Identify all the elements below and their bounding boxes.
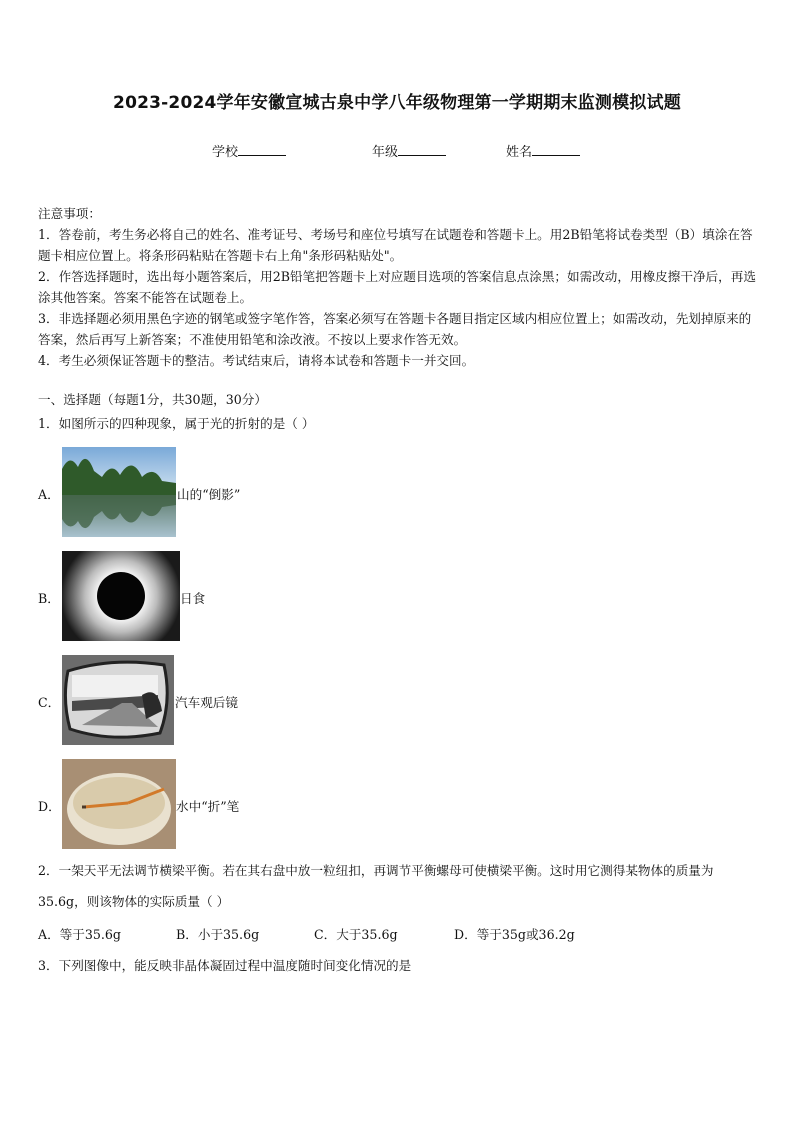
q2-option-d: D．等于35g或36.2g bbox=[454, 927, 575, 942]
note-item: 1．答卷前，考生务必将自己的姓名、准考证号、考场号和座位号填写在试题卷和答题卡上。用2B铅笔将试卷类型（B）填涂在答题卡相应位置上。将条形码粘贴在答题卡右上角"条形码粘贴处"。 bbox=[38, 227, 753, 263]
school-label: 学校 bbox=[212, 145, 239, 160]
grade-label: 年级 bbox=[372, 145, 399, 160]
option-d-label: D． bbox=[38, 799, 61, 814]
name-label: 姓名 bbox=[506, 145, 533, 160]
note-item: 2．作答选择题时，选出每小题答案后，用2B铅笔把答题卡上对应题目选项的答案信息点涂黑；如需改动，用橡皮擦干净后，再选涂其他答案。答案不能答在试题卷上。 bbox=[38, 269, 756, 305]
name-blank bbox=[532, 143, 580, 156]
page-title: 2023-2024学年安徽宣城古泉中学八年级物理第一学期期末监测模拟试题 bbox=[113, 93, 681, 113]
notes-section bbox=[38, 203, 760, 371]
q2-option-b: B．小于35.6g bbox=[176, 927, 260, 942]
mountain-reflection-photo-icon bbox=[62, 447, 176, 537]
grade-field bbox=[372, 141, 446, 160]
note-item: 3．非选择题必须用黑色字迹的钢笔或签字笔作答，答案必须写在答题卡各题目指定区域内相应位置上；如需改动，先划掉原来的答案，然后再写上新答案；不准使用铅笔和涂改液。不按以上要求作答无效。 bbox=[38, 311, 752, 347]
note-item: 4．考生必须保证答题卡的整洁。考试结束后，请将本试卷和答题卡一并交回。 bbox=[38, 353, 475, 368]
section-heading: 一、选择题（每题1分，共30题，30分） bbox=[38, 392, 267, 407]
car-mirror-photo-icon bbox=[62, 655, 174, 745]
option-d-text: 水中“折”笔 bbox=[176, 799, 240, 814]
question-3-stem: 3．下列图像中，能反映非晶体凝固过程中温度随时间变化情况的是 bbox=[38, 958, 412, 973]
question-1-stem: 1．如图所示的四种现象，属于光的折射的是（ ） bbox=[38, 416, 315, 431]
bent-pencil-photo-icon bbox=[62, 759, 176, 849]
option-b-label: B． bbox=[38, 591, 60, 606]
grade-blank bbox=[398, 143, 446, 156]
option-b-text: 日食 bbox=[180, 591, 206, 606]
solar-eclipse-photo-icon bbox=[62, 551, 180, 641]
school-field bbox=[212, 141, 286, 160]
option-c-label: C． bbox=[38, 695, 61, 710]
name-field bbox=[506, 141, 580, 160]
option-a-label: A． bbox=[38, 487, 60, 502]
option-c-text: 汽车观后镜 bbox=[175, 695, 238, 710]
school-blank bbox=[238, 143, 286, 156]
q2-option-c: C．大于35.6g bbox=[314, 927, 398, 942]
question-2-stem: 2．一架天平无法调节横梁平衡。若在其右盘中放一粒纽扣，再调节平衡螺母可使横梁平衡。这时用它测得某物体的质量为35.6g，则该物体的实际质量（ ） bbox=[38, 863, 714, 909]
notes-heading: 注意事项： bbox=[38, 206, 101, 221]
question-2-options bbox=[38, 924, 575, 943]
q2-option-a: A．等于35.6g bbox=[38, 927, 121, 942]
option-a-text: 山的“倒影” bbox=[177, 487, 241, 502]
